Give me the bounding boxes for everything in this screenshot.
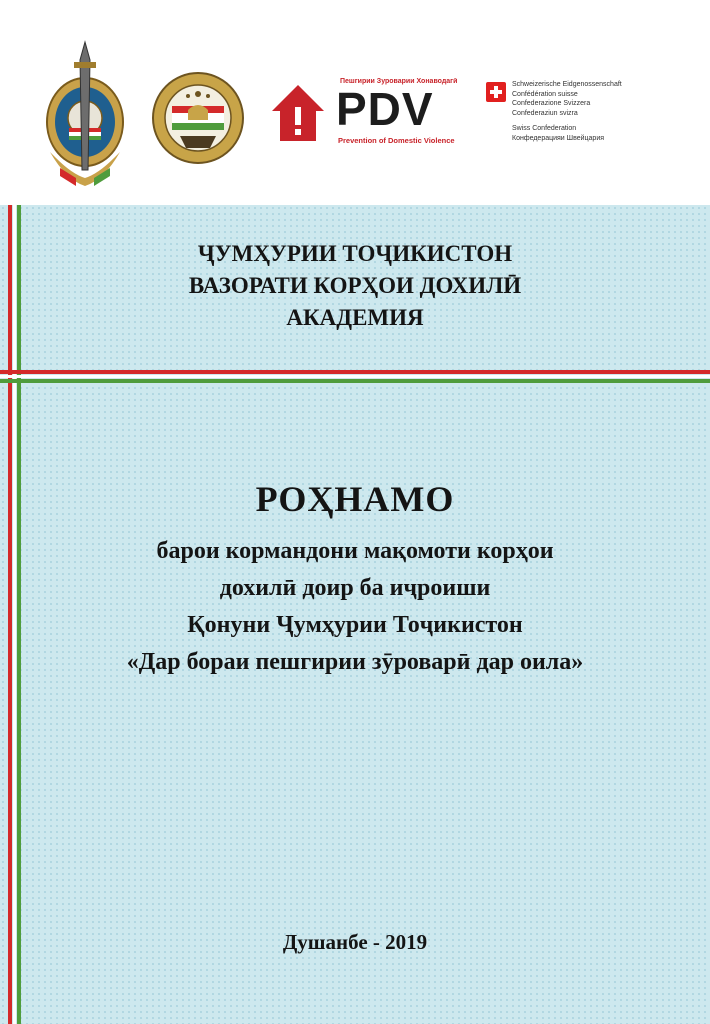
header-academy: АКАДЕМИЯ (286, 305, 424, 330)
pdv-logo-text: PDV (336, 83, 434, 135)
swiss-line: Confederazione Svizzera (512, 100, 591, 107)
subtitle-line: дохилӣ доир ба иҷроиши (219, 575, 491, 601)
swiss-line: Confédération suisse (512, 90, 578, 98)
place-and-year: Душанбе - 2019 (282, 930, 428, 954)
horizontal-green-stripe (0, 379, 710, 383)
horizontal-red-stripe (0, 370, 710, 374)
institution-header (0, 238, 710, 334)
swiss-line: Конфедерацияи Швейцария (512, 134, 605, 142)
academy-seal-icon (150, 70, 246, 166)
pdv-subtitle: Prevention of Domestic Violence (338, 136, 455, 145)
header-country: ҶУМҲУРИИ ТОҶИКИСТОН (197, 241, 513, 266)
header-ministry: ВАЗОРАТИ КОРҲОИ ДОХИЛӢ (188, 273, 522, 298)
swiss-confederation-text (512, 80, 622, 143)
pdv-house-icon (270, 83, 326, 143)
swiss-line: Swiss Confederation (512, 125, 577, 132)
book-subtitle (0, 533, 710, 681)
swiss-flag-icon (486, 82, 506, 102)
police-emblem-icon (36, 40, 134, 192)
pdv-top-text: Пешгирии Зуроварии Хонаводагӣ (340, 78, 458, 85)
swiss-line: Schweizerische Eidgenossenschaft (512, 81, 622, 88)
horizontal-white-stripe (0, 375, 710, 378)
subtitle-line: «Дар бораи пешгирии зӯроварӣ дар оила» (126, 649, 584, 675)
book-title: РОҲНАМО (255, 479, 455, 519)
swiss-line: Confederaziun svizra (512, 109, 578, 117)
subtitle-line: барои кормандони мақомоти корҳои (156, 538, 554, 564)
subtitle-line: Қонуни Ҷумҳурии Тоҷикистон (187, 612, 523, 638)
